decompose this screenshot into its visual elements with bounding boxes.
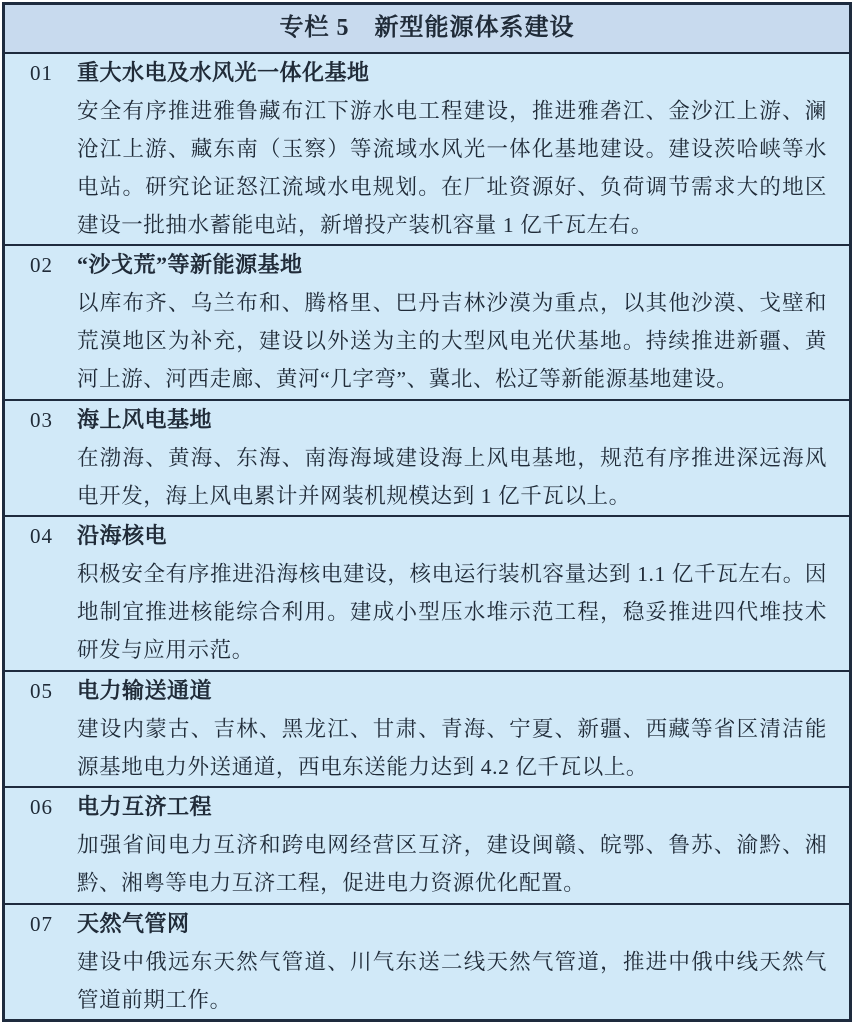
section-title: 沿海核电 — [77, 523, 168, 549]
section-number: 02 — [30, 253, 53, 278]
section-body: 加强省间电力互济和跨电网经营区互济，建设闽赣、皖鄂、鲁苏、渝黔、湘黔、湘粤等电力互济工程，促进电力资源优化配置。 — [77, 833, 827, 896]
section-body: 建设中俄远东天然气管道、川气东送二线天然气管道，推进中俄中线天然气管道前期工作。 — [77, 949, 827, 1012]
section-heading — [5, 517, 849, 555]
section-heading — [5, 401, 849, 439]
section-number: 01 — [30, 61, 53, 85]
section-03 — [5, 399, 849, 515]
section-number: 07 — [30, 911, 53, 936]
section-heading — [5, 246, 849, 284]
section-02 — [5, 244, 849, 398]
section-number: 03 — [30, 407, 53, 432]
section-body: 在渤海、黄海、东海、南海海域建设海上风电基地，规范有序推进深远海风电开发，海上风电累计并网装机规模达到 1 亿千瓦以上。 — [77, 445, 827, 508]
section-title: 天然气管网 — [77, 910, 190, 936]
section-body: 安全有序推进雅鲁藏布江下游水电工程建设，推进雅砻江、金沙江上游、澜沧江上游、藏东南（玉察）等流域水风光一体化基地建设。建设茨哈峡等水电站。研究论证怒江流域水电规划。在厂址资源好、负荷调节需求大的地区建设一批抽水蓄能电站，新增投产装机容量 1 亿千瓦左右。 — [77, 99, 827, 237]
section-title: 电力互济工程 — [77, 794, 213, 820]
section-06 — [5, 786, 849, 902]
section-05 — [5, 670, 849, 786]
feature-box — [2, 2, 852, 1022]
section-01 — [5, 52, 849, 244]
section-title: 海上风电基地 — [77, 406, 213, 432]
section-04 — [5, 515, 849, 669]
section-title: 重大水电及水风光一体化基地 — [77, 60, 370, 85]
section-body: 积极安全有序推进沿海核电建设，核电运行装机容量达到 1.1 亿千瓦左右。因地制宜推进核能综合利用。建成小型压水堆示范工程，稳妥推进四代堆技术研发与应用示范。 — [77, 562, 827, 663]
panel-title: 专栏 5 新型能源体系建设 — [5, 5, 849, 52]
section-heading — [5, 905, 849, 943]
section-number: 04 — [30, 524, 53, 549]
section-title: 电力输送通道 — [77, 677, 213, 703]
section-heading — [5, 672, 849, 710]
section-heading — [5, 788, 849, 826]
section-body: 建设内蒙古、吉林、黑龙江、甘肃、青海、宁夏、新疆、西藏等省区清洁能源基地电力外送通道，西电东送能力达到 4.2 亿千瓦以上。 — [77, 716, 827, 779]
section-number: 05 — [30, 678, 53, 703]
section-07 — [5, 903, 849, 1019]
section-heading — [5, 54, 849, 92]
section-number: 06 — [30, 795, 53, 820]
section-title: “沙戈荒”等新能源基地 — [77, 252, 303, 278]
section-body: 以库布齐、乌兰布和、腾格里、巴丹吉林沙漠为重点，以其他沙漠、戈壁和荒漠地区为补充，建设以外送为主的大型风电光伏基地。持续推进新疆、黄河上游、河西走廊、黄河“几字弯”、冀北、松辽等新能源基地建设。 — [77, 291, 827, 392]
